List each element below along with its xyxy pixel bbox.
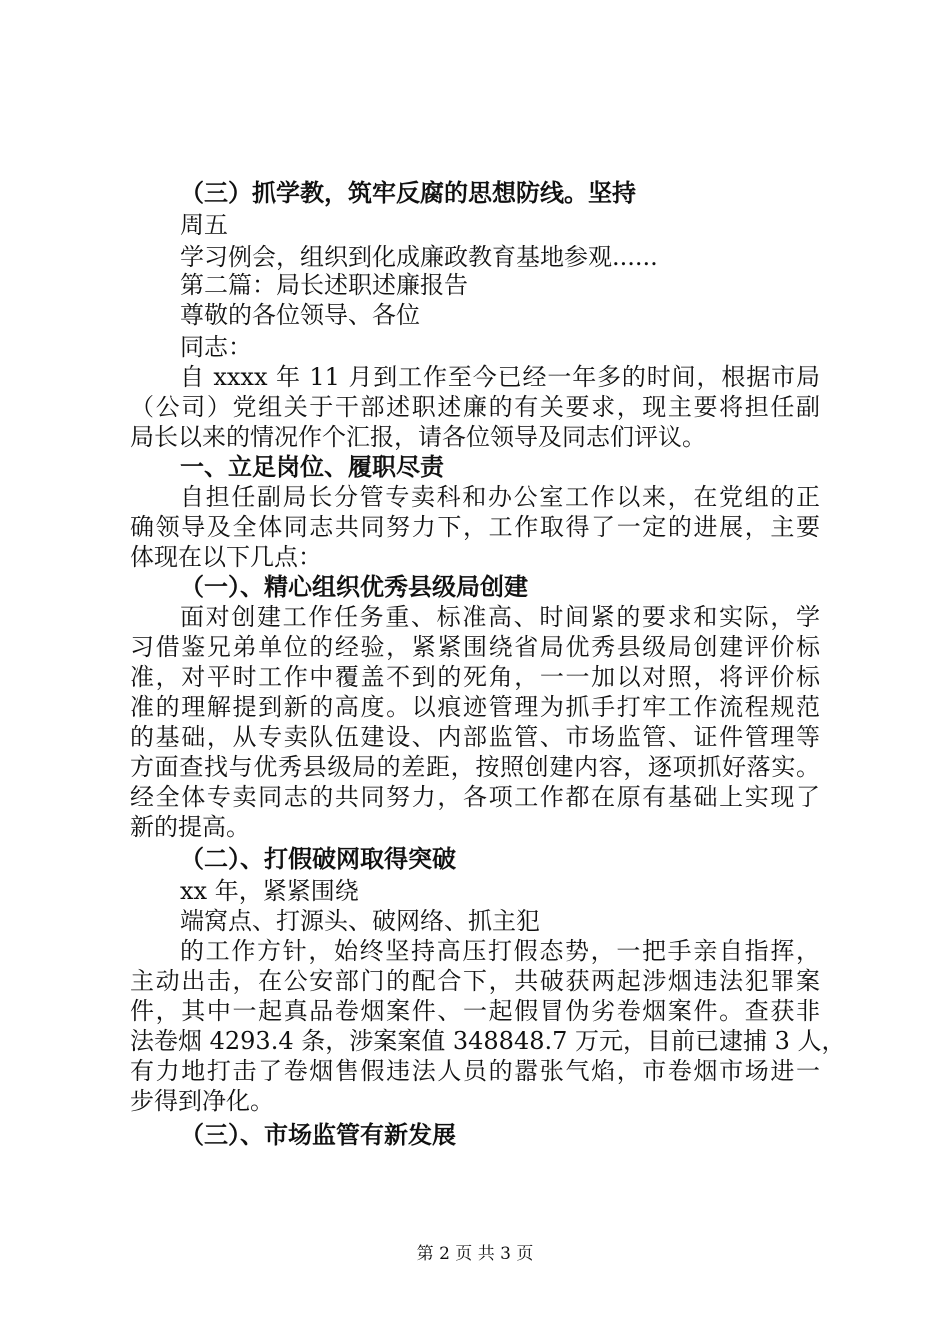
paragraph-line: xx 年，紧紧围绕 <box>180 877 359 905</box>
paragraph-line: （公司）党组关于干部述职述廉的有关要求，现主要将担任副 <box>130 393 820 421</box>
paragraph-line: 体现在以下几点： <box>130 543 322 571</box>
paragraph-line: 件，其中一起真品卷烟案件、一起假冒伪劣卷烟案件。查获非 <box>130 997 820 1025</box>
chapter-title: 第二篇：局长述职述廉报告 <box>180 271 468 299</box>
paragraph-line: 确领导及全体同志共同努力下，工作取得了一定的进展，主要 <box>130 513 820 541</box>
subsection-heading: （一）、精心组织优秀县级局创建 <box>180 573 528 601</box>
paragraph-line: 局长以来的情况作个汇报，请各位领导及同志们评议。 <box>130 423 706 451</box>
paragraph-line: 自 xxxx 年 11 月到工作至今已经一年多的时间，根据市局 <box>180 363 820 391</box>
paragraph-line: 自担任副局长分管专卖科和办公室工作以来，在党组的正 <box>180 483 820 511</box>
paragraph-line: 经全体专卖同志的共同努力，各项工作都在原有基础上实现了 <box>130 783 820 811</box>
page-number-footer: 第 2 页 共 3 页 <box>416 1244 534 1264</box>
paragraph-line: 面对创建工作任务重、标准高、时间紧的要求和实际，学 <box>180 603 820 631</box>
paragraph-line: 方面查找与优秀县级局的差距，按照创建内容，逐项抓好落实。 <box>130 753 820 781</box>
paragraph-line: 的基础，从专卖队伍建设、内部监管、市场监管、证件管理等 <box>130 723 820 751</box>
section-heading: 一、立足岗位、履职尽责 <box>180 453 444 481</box>
paragraph-line: 学习例会，组织到化成廉政教育基地参观...... <box>180 243 658 271</box>
paragraph-line: 的工作方针，始终坚持高压打假态势，一把手亲自指挥， <box>180 937 820 965</box>
paragraph-line: 新的提高。 <box>130 813 250 841</box>
paragraph-line: 法卷烟 4293.4 条，涉案案值 348848.7 万元，目前已逮捕 3 人， <box>130 1027 846 1055</box>
subsection-heading: （三）、市场监管有新发展 <box>180 1121 456 1149</box>
salutation-line: 尊敬的各位领导、各位 <box>180 301 420 329</box>
paragraph-line: 端窝点、打源头、破网络、抓主犯 <box>180 907 540 935</box>
paragraph-line: 准，对平时工作中覆盖不到的死角，一一加以对照，将评价标 <box>130 663 820 691</box>
paragraph-line: 周五 <box>180 211 228 239</box>
paragraph-line: 习借鉴兄弟单位的经验，紧紧围绕省局优秀县级局创建评价标 <box>130 633 820 661</box>
paragraph-line: 有力地打击了卷烟售假违法人员的嚣张气焰，市卷烟市场进一 <box>130 1057 820 1085</box>
salutation-line: 同志： <box>180 333 252 361</box>
paragraph-line: 准的理解提到新的高度。以痕迹管理为抓手打牢工作流程规范 <box>130 693 820 721</box>
section-heading: （三）抓学教，筑牢反腐的思想防线。坚持 <box>180 179 636 207</box>
subsection-heading: （二）、打假破网取得突破 <box>180 845 456 873</box>
paragraph-line: 主动出击，在公安部门的配合下，共破获两起涉烟违法犯罪案 <box>130 967 820 995</box>
paragraph-line: 步得到净化。 <box>130 1087 274 1115</box>
